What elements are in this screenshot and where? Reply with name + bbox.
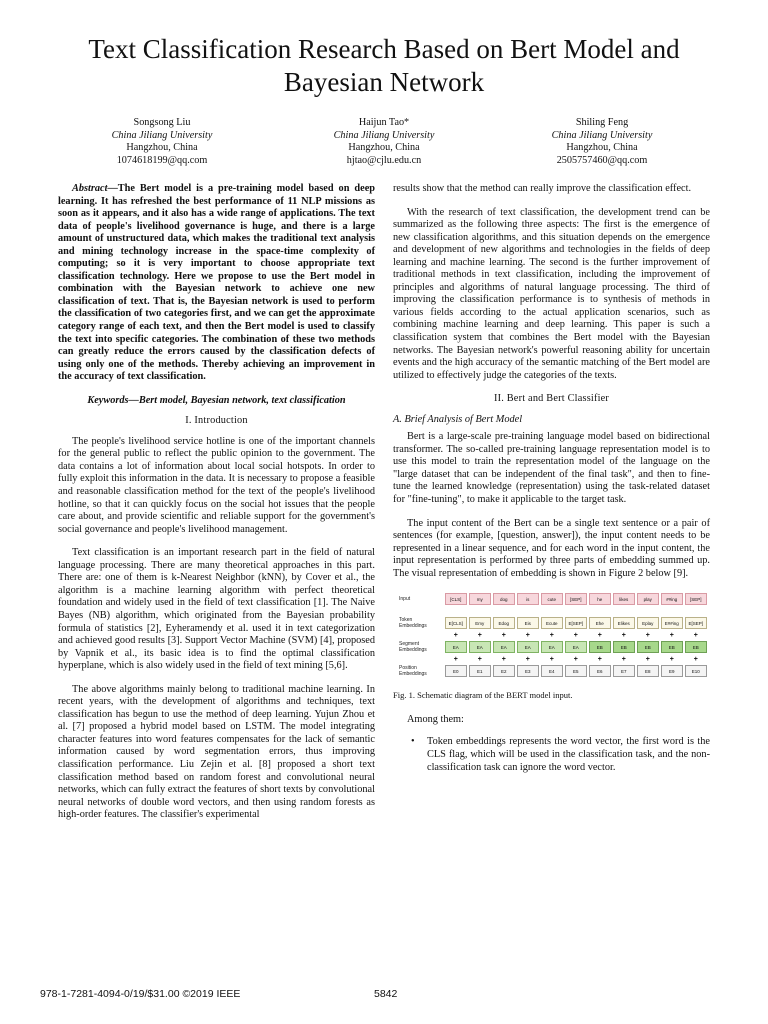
plus-icon: + bbox=[573, 632, 578, 640]
figure-cell: E5 bbox=[565, 665, 587, 677]
plus-icon: + bbox=[525, 632, 530, 640]
author-affiliation: China Jiliang University bbox=[551, 129, 653, 141]
keywords: Keywords—Bert model, Bayesian network, text classification bbox=[87, 394, 346, 406]
figure-cell: Ecute bbox=[541, 617, 563, 629]
figure-cell: dog bbox=[493, 593, 515, 605]
figure-cell: EB bbox=[613, 641, 635, 653]
row-label: Input bbox=[399, 596, 411, 603]
figure-cell: E1 bbox=[469, 665, 491, 677]
plus-icon: + bbox=[501, 632, 506, 640]
section-heading-introduction: I. Introduction bbox=[185, 415, 248, 427]
plus-icon: + bbox=[621, 656, 626, 664]
paper-title: Text Classification Research Based on Bert Model and Bayesian Network bbox=[88, 34, 680, 97]
plus-icon: + bbox=[597, 656, 602, 664]
figure-cell: Emy bbox=[469, 617, 491, 629]
plus-icon: + bbox=[453, 632, 458, 640]
subsection-heading: A. Brief Analysis of Bert Model bbox=[393, 413, 523, 425]
author-email: 1074618199@qq.com bbox=[116, 154, 208, 166]
author-name: Haijun Tao* bbox=[358, 117, 410, 128]
bert-input-figure bbox=[399, 591, 711, 683]
plus-icon: + bbox=[477, 656, 482, 664]
figure-row-position bbox=[399, 665, 711, 679]
plus-icon: + bbox=[525, 656, 530, 664]
author-affiliation: China Jiliang University bbox=[111, 129, 213, 141]
figure-row-segment bbox=[399, 641, 711, 655]
figure-cell: E3 bbox=[517, 665, 539, 677]
row-label: Position Embeddings bbox=[399, 665, 427, 678]
figure-cell: E2 bbox=[493, 665, 515, 677]
figure-cell: Edog bbox=[493, 617, 515, 629]
plus-icon: + bbox=[549, 656, 554, 664]
continuation-paragraph: results show that the method can really improve the classification effect. bbox=[393, 183, 692, 194]
figure-cell: E0 bbox=[445, 665, 467, 677]
right-column bbox=[393, 183, 710, 774]
figure-cell: EA bbox=[565, 641, 587, 653]
figure-cell: EB bbox=[685, 641, 707, 653]
author-1 bbox=[62, 117, 262, 167]
figure-cell: E8 bbox=[637, 665, 659, 677]
plus-icon: + bbox=[669, 656, 674, 664]
bullet-item bbox=[393, 736, 710, 774]
figure-cell: he bbox=[589, 593, 611, 605]
figure-cell: E[SEP] bbox=[685, 617, 707, 629]
figure-row-token bbox=[399, 617, 711, 631]
bullet-dot-icon: • bbox=[411, 736, 415, 748]
footer-page-number: 5842 bbox=[374, 988, 398, 1000]
figure-cell: E9 bbox=[661, 665, 683, 677]
trend-paragraph: With the research of text classification, the development trend can be summarized as the following three aspects: The first is the emergence of new classification algorithms, and this situation depends on the emergence and development of new algorithms and technologies in the fields of deep learning and machine learning. The second is the further improvement of traditional methods in text classification, including the improvement of principles and algorithms of natural language processing. The third of improving the classification performance is to synthesis of methods in various fields according to the actual application scenarios, such as combining machine learning and deep learning. This paper is such a classification system that combines the Bert model with the Bayesian networks. The Bayesian network's powerful reasoning ability for uncertain events and the high accuracy of the semantic matching of the Bert model are utilized to effectively judge the categories of the texts. bbox=[393, 206, 710, 381]
plus-icon: + bbox=[693, 632, 698, 640]
figure-cell: E[SEP] bbox=[565, 617, 587, 629]
author-2 bbox=[284, 117, 484, 167]
figure-cell: [SEP] bbox=[565, 593, 587, 605]
plus-icon: + bbox=[693, 656, 698, 664]
figure-row-input bbox=[399, 593, 711, 607]
figure-cell: is bbox=[517, 593, 539, 605]
plus-icon: + bbox=[501, 656, 506, 664]
intro-paragraph-2: Text classification is an important research part in the field of natural language processing. There are many theoretical approaches in this part. There are: one of them is k-Nearest Neighbor (kNN), by Cover et al., the algorithm is a machine learning algorithm with perfect theoretical foundation and widely used in the field of text classification [1]. The Naive Bayes (NB) algorithm, which originated from the Bayesian probability formula of statistics [2], Eyheramendy et al. used it in text categorization and achieved good results [3]. Support Vector Machine (SVM) [4], proposed by Vapnik et al., its basic idea is to find the optimal classification hyperplane, which is also widely used in the field of text mining [5,6]. bbox=[58, 547, 375, 672]
footer-isbn: 978-1-7281-4094-0/19/$31.00 ©2019 IEEE bbox=[40, 988, 241, 1000]
figure-cell: Elikes bbox=[613, 617, 635, 629]
figure-cell: [CLS] bbox=[445, 593, 467, 605]
plus-icon: + bbox=[573, 656, 578, 664]
figure-cell: cute bbox=[541, 593, 563, 605]
author-location: Hangzhou, China bbox=[348, 142, 420, 153]
bullet-text: Token embeddings represents the word vector, the first word is the CLS flag, which will be used in the classification task, and the non-classification task can ignore the word vector. bbox=[427, 736, 710, 773]
author-block bbox=[0, 117, 768, 177]
abstract-label: Abstract bbox=[72, 183, 108, 194]
author-email: 2505757460@qq.com bbox=[556, 154, 648, 166]
figure-cell: E[CLS] bbox=[445, 617, 467, 629]
author-name: Songsong Liu bbox=[133, 117, 191, 128]
figure-cell: EA bbox=[517, 641, 539, 653]
row-label: Token Embeddings bbox=[399, 617, 427, 630]
figure-cell: E##ing bbox=[661, 617, 683, 629]
intro-paragraph-3: The above algorithms mainly belong to traditional machine learning. In recent years, with the development of algorithms and techniques, text classification has begun to use the method of deep learning. Yujun Zhou et al. [7] proposed a hybrid model based on LSTM. The model integrating character features into word features compensates for the lack of semantic information caused by word segmentation errors, thus improving classification performance. Liu Zejin et al. [8] proposed a short text classification method based on random forest and convolutional neural networks, which can fully extract the features of short texts by convolutional neural networks of double word vectors, and then using random forests as high-order features. The classifier's experimental bbox=[58, 683, 375, 821]
author-location: Hangzhou, China bbox=[126, 142, 198, 153]
intro-paragraph-1: The people's livelihood service hotline is one of the important channels for the general public to reflect the public opinion to the government. The data contains a lot of information about local social hotspots. In order to fully exploit this information in the data. It is necessary to propose a feasible and reasonable classification method for the text of the people's livelihood hotline, so that it can quickly focus on the social hot issues that the people care about, and provide scientific and reliable support for the government's social governance and people's livelihood management. bbox=[58, 435, 375, 535]
abstract bbox=[58, 183, 375, 384]
figure-caption: Fig. 1. Schematic diagram of the BERT model input. bbox=[393, 690, 573, 701]
author-affiliation: China Jiliang University bbox=[333, 129, 435, 141]
figure-cell: E10 bbox=[685, 665, 707, 677]
plus-icon: + bbox=[549, 632, 554, 640]
figure-cell: EB bbox=[661, 641, 683, 653]
figure-cell: my bbox=[469, 593, 491, 605]
abstract-text: —The Bert model is a pre-training model based on deep learning. It has refreshed the best performance of 11 NLP missions as soon as it appears, and it also has a wide range of applications. The text data of people's livelihood governance is huge, and there is a large amount of unstructured data, which makes the traditional text analysis and mining technology increase in the space-time complexity of computing; so it is very important to choose appropriate text classification technology. Here we propose to use the Bert model in combination with the Bayesian network to achieve one new classification of text. That is, the Bayesian network is used to perform the classification of two categories first, and we can get the approximate category range of each text, and then the Bert model is used to classify the text into specific categories. The combination of these two methods can greatly reduce the errors caused by the classification defects of using only one of the methods. Thereby achieving an improvement in the accuracy of text classification. bbox=[58, 183, 375, 383]
figure-cell: EB bbox=[589, 641, 611, 653]
plus-icon: + bbox=[669, 632, 674, 640]
plus-icon: + bbox=[645, 632, 650, 640]
figure-cell: Ehe bbox=[589, 617, 611, 629]
figure-cell: play bbox=[637, 593, 659, 605]
figure-cell: likes bbox=[613, 593, 635, 605]
figure-cell: [SEP] bbox=[685, 593, 707, 605]
figure-cell: E7 bbox=[613, 665, 635, 677]
plus-icon: + bbox=[621, 632, 626, 640]
figure-cell: Eis bbox=[517, 617, 539, 629]
author-name: Shiling Feng bbox=[575, 117, 629, 128]
plus-icon: + bbox=[477, 632, 482, 640]
figure-cell: Eplay bbox=[637, 617, 659, 629]
plus-icon: + bbox=[645, 656, 650, 664]
author-location: Hangzhou, China bbox=[566, 142, 638, 153]
section-heading-bert: II. Bert and Bert Classifier bbox=[493, 393, 610, 405]
author-3 bbox=[502, 117, 702, 167]
bert-paragraph-1: Bert is a large-scale pre-training language model based on bidirectional transformer. The so-called pre-training language representation model is to use this model to train the representation model of the language on the "large dataset that can be independent of the final task", and then to fine-tune the learned knowledge (representation) using the task-related dataset for "fine-tuning", to make it applicable to the target task. bbox=[393, 431, 710, 506]
author-email: hjtao@cjlu.edu.cn bbox=[346, 154, 422, 166]
figure-cell: EA bbox=[541, 641, 563, 653]
plus-icon: + bbox=[597, 632, 602, 640]
figure-cell: E6 bbox=[589, 665, 611, 677]
figure-cell: EA bbox=[469, 641, 491, 653]
figure-cell: EA bbox=[493, 641, 515, 653]
plus-icon: + bbox=[453, 656, 458, 664]
among-them: Among them: bbox=[407, 713, 464, 725]
figure-cell: ##ing bbox=[661, 593, 683, 605]
figure-cell: E4 bbox=[541, 665, 563, 677]
figure-cell: EA bbox=[445, 641, 467, 653]
row-label: Segment Embeddings bbox=[399, 641, 427, 654]
figure-cell: EB bbox=[637, 641, 659, 653]
bert-paragraph-2: The input content of the Bert can be a single text sentence or a pair of sentences (for example, [question, answer]), the input content needs to be represented in a linear sequence, and for each word in the input content, the input representation is performed by three parts of embedding summed up. The visual representation of embedding is shown in Figure 2 below [9]. bbox=[393, 517, 710, 579]
left-column bbox=[58, 183, 375, 833]
